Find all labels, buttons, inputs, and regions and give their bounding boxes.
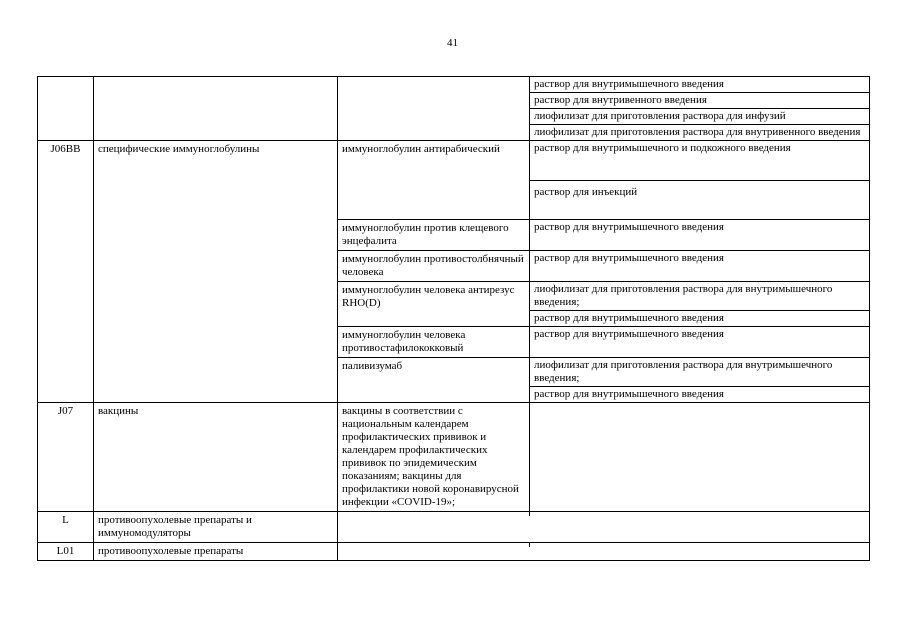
drug-name: иммуноглобулин противостолбнячный человека xyxy=(342,253,524,278)
table-group xyxy=(38,77,869,141)
drug-name xyxy=(338,77,529,140)
group-name: вакцины xyxy=(93,403,337,511)
group-name xyxy=(93,77,337,140)
table-group xyxy=(38,512,869,543)
drug-name: паливизумаб xyxy=(342,360,403,372)
drug-row xyxy=(338,512,869,516)
dosage-form: лиофилизат для приготовления раствора для внутривенного введения xyxy=(530,124,869,140)
dosage-form: раствор для внутримышечного введения xyxy=(534,252,724,264)
group-name: специфические иммуноглобулины xyxy=(93,141,337,402)
drug-name: иммуноглобулин против клещевого энцефалита xyxy=(342,222,509,247)
dosage-form: раствор для внутримышечного введения xyxy=(534,221,724,233)
drug-row xyxy=(338,219,869,250)
dosage-form: лиофилизат для приготовления раствора для внутримышечного введения; xyxy=(534,359,833,384)
atc-code: J07 xyxy=(57,405,74,417)
dosage-form: лиофилизат для приготовления раствора для инфузий xyxy=(530,108,869,124)
drug-name xyxy=(338,543,529,547)
drug-name: иммуноглобулин человека антирезус RHO(D) xyxy=(342,284,515,309)
table-group xyxy=(38,141,869,403)
dosage-form: раствор для внутривенного введения xyxy=(530,92,869,108)
drug-row xyxy=(338,403,869,511)
table-group xyxy=(38,403,869,512)
drug-row xyxy=(338,141,869,219)
dosage-form: раствор для внутримышечного и подкожного введения xyxy=(534,142,791,154)
drug-row xyxy=(338,281,869,326)
drug-row xyxy=(338,326,869,357)
dosage-form: раствор для внутримышечного введения xyxy=(530,310,869,326)
dosage-form: раствор для инъекций xyxy=(530,180,869,219)
dosage-form: раствор для внутримышечного введения xyxy=(534,328,724,340)
dosage-form xyxy=(530,403,869,511)
drug-name xyxy=(338,512,529,516)
drug-row xyxy=(338,77,869,140)
dosage-form: лиофилизат для приготовления раствора для внутримышечного введения; xyxy=(534,283,833,308)
atc-code xyxy=(38,77,93,140)
drug-row xyxy=(338,357,869,402)
table-group xyxy=(38,543,869,561)
dosage-form: раствор для внутримышечного введения xyxy=(534,78,724,90)
drug-row xyxy=(338,543,869,547)
page-number: 41 xyxy=(447,37,458,49)
dosage-form xyxy=(530,512,869,516)
drug-name: вакцины в соответствии с национальным календарем профилактических прививок и календарем профилактических прививок по эпидемическим показаниям; вакцины для профилактики новой коронавирусной инфекции «COVID-19»; xyxy=(342,405,519,508)
atc-code: L01 xyxy=(56,545,75,557)
drug-name: иммуноглобулин человека противостафилококковый xyxy=(342,329,466,354)
group-name: противоопухолевые препараты и иммуномодуляторы xyxy=(93,512,337,542)
atc-code: L xyxy=(62,514,69,526)
group-name: противоопухолевые препараты xyxy=(93,543,337,560)
drug-name: иммуноглобулин антирабический xyxy=(342,143,500,155)
dosage-form xyxy=(530,543,869,547)
drug-table xyxy=(37,76,870,561)
dosage-form: раствор для внутримышечного введения xyxy=(530,386,869,402)
drug-row xyxy=(338,250,869,281)
atc-code: J06BB xyxy=(50,143,81,155)
